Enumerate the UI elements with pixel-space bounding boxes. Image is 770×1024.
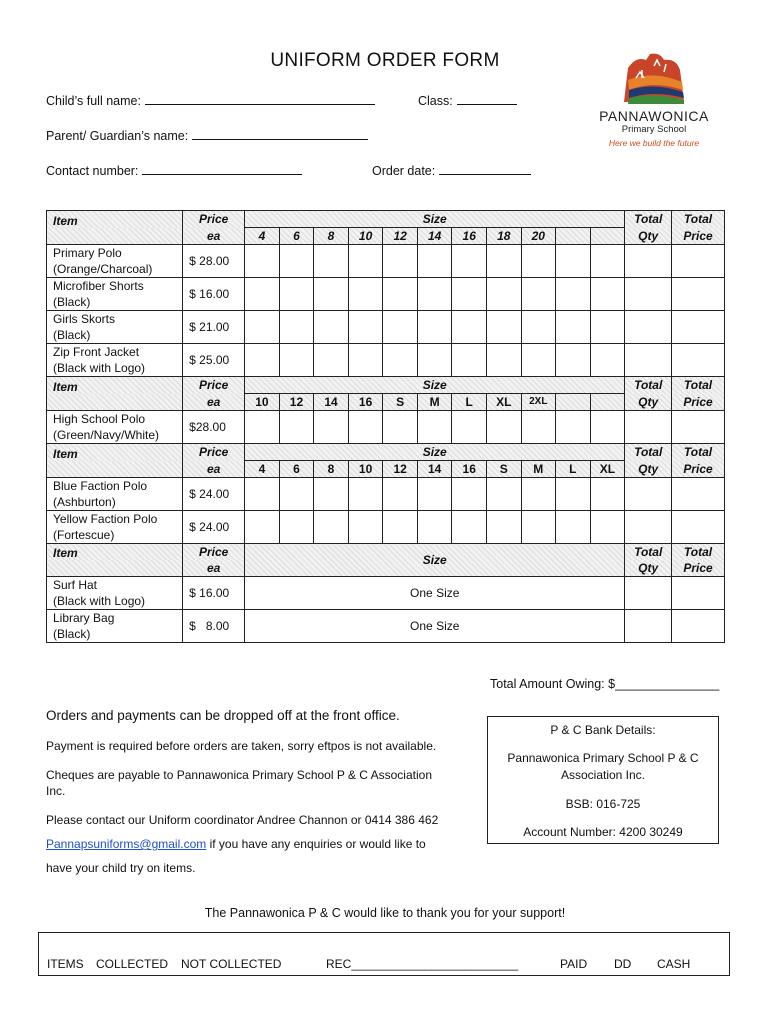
size-qty-cell[interactable] xyxy=(452,344,487,377)
size-qty-cell[interactable] xyxy=(590,344,625,377)
size-label: L xyxy=(556,461,591,478)
size-qty-cell[interactable] xyxy=(348,311,383,344)
ea-header: ea xyxy=(183,228,245,245)
bank-account-name-1: Pannawonica Primary School P & C xyxy=(507,751,699,765)
size-qty-cell[interactable] xyxy=(486,245,521,278)
size-qty-cell[interactable] xyxy=(245,311,280,344)
size-qty-cell[interactable] xyxy=(486,311,521,344)
item-header-spacer xyxy=(47,461,183,478)
total-qty-header: Total xyxy=(625,377,672,394)
size-qty-cell[interactable] xyxy=(245,278,280,311)
size-qty-cell[interactable] xyxy=(452,511,487,544)
contact-note: Please contact our Uniform coordinator Andree Channon or 0414 386 462 xyxy=(46,813,439,827)
total-qty-cell[interactable] xyxy=(625,278,672,311)
size-qty-cell[interactable] xyxy=(521,311,556,344)
item-name: Yellow Faction Polo (Fortescue) xyxy=(47,511,183,544)
size-qty-cell[interactable] xyxy=(245,344,280,377)
qty-header: Qty xyxy=(625,228,672,245)
size-qty-cell[interactable] xyxy=(314,478,349,511)
item-header: Item xyxy=(47,377,183,394)
section1-header-top xyxy=(47,211,725,228)
order-date-line[interactable] xyxy=(439,162,531,175)
price-sub-header: Price xyxy=(672,228,725,245)
size-qty-cell[interactable] xyxy=(521,411,556,444)
size-label xyxy=(556,394,591,411)
item-price: $ 24.00 xyxy=(183,478,245,511)
guardian-label: Parent/ Guardian’s name: xyxy=(46,129,189,143)
logo-subtitle: Primary School xyxy=(621,124,687,135)
total-price-cell[interactable] xyxy=(672,311,725,344)
size-qty-cell[interactable] xyxy=(556,411,591,444)
size-qty-cell[interactable] xyxy=(279,245,314,278)
class-line[interactable] xyxy=(457,92,517,105)
size-qty-cell[interactable] xyxy=(486,511,521,544)
size-qty-cell[interactable] xyxy=(245,411,280,444)
size-qty-cell[interactable] xyxy=(417,344,452,377)
size-qty-cell[interactable] xyxy=(521,245,556,278)
item-name: Surf Hat (Black with Logo) xyxy=(47,577,183,610)
size-qty-cell[interactable] xyxy=(314,344,349,377)
size-label: XL xyxy=(486,394,521,411)
size-qty-cell[interactable] xyxy=(245,511,280,544)
form-title: UNIFORM ORDER FORM xyxy=(270,50,500,71)
office-cash[interactable]: CASH xyxy=(657,957,691,971)
table-row xyxy=(47,577,725,610)
size-qty-cell[interactable] xyxy=(417,411,452,444)
class-field[interactable] xyxy=(418,92,517,108)
enquiry-note xyxy=(46,836,426,852)
size-qty-cell[interactable] xyxy=(314,411,349,444)
total-price-header: Total xyxy=(672,211,725,228)
ea-header: ea xyxy=(183,394,245,411)
total-price-cell[interactable] xyxy=(672,478,725,511)
size-header: Size xyxy=(245,544,625,577)
size-qty-cell[interactable] xyxy=(279,411,314,444)
guardian-line[interactable] xyxy=(192,127,368,140)
total-qty-cell[interactable] xyxy=(625,245,672,278)
school-logo xyxy=(584,52,734,152)
size-label: 4 xyxy=(245,228,280,245)
enquiry-text: if you have any enquiries or would like to xyxy=(206,837,426,851)
try-on-note: have your child try on items. xyxy=(46,861,196,875)
size-label: 10 xyxy=(348,461,383,478)
logo-school-name: PANNAWONICA xyxy=(599,108,709,124)
office-use-box xyxy=(38,932,730,976)
size-label-blank xyxy=(590,228,625,245)
item-header-spacer xyxy=(47,394,183,411)
size-qty-cell[interactable] xyxy=(417,278,452,311)
size-qty-cell[interactable] xyxy=(245,245,280,278)
ea-header: ea xyxy=(183,560,245,577)
total-qty-header: Total xyxy=(625,444,672,461)
qty-header: Qty xyxy=(625,560,672,577)
size-label: 16 xyxy=(348,394,383,411)
item-price: $ 24.00 xyxy=(183,511,245,544)
size-qty-cell[interactable] xyxy=(521,344,556,377)
table-row xyxy=(47,411,725,444)
item-name: High School Polo (Green/Navy/White) xyxy=(47,411,183,444)
item-name: Microfiber Shorts (Black) xyxy=(47,278,183,311)
bank-account-number: Account Number: 4200 30249 xyxy=(523,825,683,839)
total-price-cell[interactable] xyxy=(672,610,725,643)
size-qty-cell[interactable] xyxy=(383,344,418,377)
item-header-spacer xyxy=(47,560,183,577)
table-row xyxy=(47,278,725,311)
size-qty-cell[interactable] xyxy=(383,511,418,544)
bank-account-name-2: Association Inc. xyxy=(560,768,646,782)
contact-field[interactable] xyxy=(46,162,302,178)
size-label: M xyxy=(417,394,452,411)
size-qty-cell[interactable] xyxy=(590,278,625,311)
size-qty-cell[interactable] xyxy=(452,411,487,444)
contact-label: Contact number: xyxy=(46,164,139,178)
price-sub-header: Price xyxy=(672,461,725,478)
size-qty-cell[interactable] xyxy=(383,245,418,278)
price-sub-header: Price xyxy=(672,394,725,411)
total-price-cell[interactable] xyxy=(672,278,725,311)
total-qty-cell[interactable] xyxy=(625,478,672,511)
total-qty-cell[interactable] xyxy=(625,344,672,377)
size-qty-cell[interactable] xyxy=(279,311,314,344)
total-price-cell[interactable] xyxy=(672,411,725,444)
total-qty-header: Total xyxy=(625,544,672,561)
size-label: 18 xyxy=(486,228,521,245)
total-price-cell[interactable] xyxy=(672,245,725,278)
item-name: Primary Polo (Orange/Charcoal) xyxy=(47,245,183,278)
bank-details-box xyxy=(487,716,719,844)
item-price: $ 25.00 xyxy=(183,344,245,377)
size-qty-cell[interactable] xyxy=(348,478,383,511)
size-label: M xyxy=(521,461,556,478)
dropoff-note: Orders and payments can be dropped off at the front office. xyxy=(46,708,400,723)
item-header-spacer xyxy=(47,228,183,245)
office-rec[interactable]: REC_________________________ xyxy=(326,957,519,971)
order-date-field[interactable] xyxy=(372,162,531,178)
bank-bsb: BSB: 016-725 xyxy=(565,797,641,811)
size-qty-cell[interactable] xyxy=(521,511,556,544)
size-label: 6 xyxy=(279,461,314,478)
item-name: Library Bag (Black) xyxy=(47,610,183,643)
cheques-note: Cheques are payable to Pannawonica Primary School P & C Association Inc. xyxy=(46,768,432,798)
size-label: 14 xyxy=(417,228,452,245)
total-qty-cell[interactable] xyxy=(625,411,672,444)
size-label: 14 xyxy=(314,394,349,411)
order-date-label: Order date: xyxy=(372,164,436,178)
item-header: Item xyxy=(47,444,183,461)
office-not-collected[interactable]: NOT COLLECTED xyxy=(181,957,282,971)
school-emblem-icon xyxy=(584,52,724,108)
size-qty-cell[interactable] xyxy=(314,278,349,311)
size-qty-cell[interactable] xyxy=(383,311,418,344)
office-dd[interactable]: DD xyxy=(614,957,632,971)
item-price: $ 16.00 xyxy=(183,577,245,610)
bank-title: P & C Bank Details: xyxy=(550,723,656,737)
size-qty-cell[interactable] xyxy=(452,245,487,278)
size-label: 16 xyxy=(452,461,487,478)
total-price-header: Total xyxy=(672,444,725,461)
size-qty-cell[interactable] xyxy=(417,311,452,344)
size-qty-cell[interactable] xyxy=(279,511,314,544)
item-price: $ 8.00 xyxy=(183,610,245,643)
size-label: 20 xyxy=(521,228,556,245)
size-qty-cell[interactable] xyxy=(348,411,383,444)
size-qty-cell[interactable] xyxy=(417,245,452,278)
size-qty-cell[interactable] xyxy=(314,511,349,544)
guardian-field[interactable] xyxy=(46,127,368,143)
size-qty-cell[interactable] xyxy=(486,478,521,511)
size-qty-cell[interactable] xyxy=(383,411,418,444)
order-table xyxy=(46,210,725,643)
size-label xyxy=(556,228,591,245)
table-row xyxy=(47,311,725,344)
child-name-field[interactable] xyxy=(46,92,375,108)
table-row xyxy=(47,511,725,544)
size-qty-cell[interactable] xyxy=(348,278,383,311)
size-qty-cell[interactable] xyxy=(486,344,521,377)
total-qty-cell[interactable] xyxy=(625,610,672,643)
price-header: Price xyxy=(183,544,245,561)
size-header: Size xyxy=(245,444,625,461)
price-header: Price xyxy=(183,377,245,394)
office-items: ITEMS xyxy=(47,957,84,971)
size-qty-cell[interactable] xyxy=(556,278,591,311)
size-qty-cell[interactable] xyxy=(590,478,625,511)
section3-header-bottom xyxy=(47,461,725,478)
section2-header-top xyxy=(47,377,725,394)
size-label: 16 xyxy=(452,228,487,245)
size-qty-cell[interactable] xyxy=(314,245,349,278)
size-qty-cell[interactable] xyxy=(590,511,625,544)
office-collected[interactable]: COLLECTED xyxy=(96,957,169,971)
total-price-header: Total xyxy=(672,377,725,394)
size-qty-cell[interactable] xyxy=(383,278,418,311)
contact-line[interactable] xyxy=(142,162,302,175)
email-link[interactable]: Pannapsuniforms@gmail.com xyxy=(46,837,207,851)
size-qty-cell[interactable] xyxy=(556,511,591,544)
total-qty-cell[interactable] xyxy=(625,311,672,344)
size-label: L xyxy=(452,394,487,411)
qty-header: Qty xyxy=(625,394,672,411)
size-qty-cell[interactable] xyxy=(279,478,314,511)
size-qty-cell[interactable] xyxy=(590,311,625,344)
one-size-cell[interactable]: One Size xyxy=(245,610,625,643)
size-label: 6 xyxy=(279,228,314,245)
ea-header: ea xyxy=(183,461,245,478)
size-qty-cell[interactable] xyxy=(590,411,625,444)
total-amount-owing[interactable]: Total Amount Owing: $_______________ xyxy=(490,677,720,691)
size-label: 10 xyxy=(245,394,280,411)
size-qty-cell[interactable] xyxy=(486,278,521,311)
size-label: 8 xyxy=(314,228,349,245)
total-price-cell[interactable] xyxy=(672,577,725,610)
size-label: S xyxy=(383,394,418,411)
item-price: $ 16.00 xyxy=(183,278,245,311)
total-qty-cell[interactable] xyxy=(625,511,672,544)
qty-header: Qty xyxy=(625,461,672,478)
size-qty-cell[interactable] xyxy=(279,344,314,377)
office-paid[interactable]: PAID xyxy=(560,957,588,971)
size-qty-cell[interactable] xyxy=(521,478,556,511)
class-label: Class: xyxy=(418,94,453,108)
size-qty-cell[interactable] xyxy=(556,245,591,278)
price-header: Price xyxy=(183,444,245,461)
child-name-line[interactable] xyxy=(145,92,375,105)
total-qty-cell[interactable] xyxy=(625,577,672,610)
thanks-message: The Pannawonica P & C would like to thank you for your support! xyxy=(204,906,566,920)
size-label: 14 xyxy=(417,461,452,478)
size-qty-cell[interactable] xyxy=(452,278,487,311)
section2-header-bottom xyxy=(47,394,725,411)
size-label: 8 xyxy=(314,461,349,478)
total-price-cell[interactable] xyxy=(672,344,725,377)
price-header: Price xyxy=(183,211,245,228)
payment-note: Payment is required before orders are taken, sorry eftpos is not available. xyxy=(46,739,437,753)
size-label: 10 xyxy=(348,228,383,245)
size-header: Size xyxy=(245,211,625,228)
size-qty-cell[interactable] xyxy=(556,311,591,344)
item-price: $ 21.00 xyxy=(183,311,245,344)
price-sub-header: Price xyxy=(672,560,725,577)
size-qty-cell[interactable] xyxy=(245,478,280,511)
table-row xyxy=(47,610,725,643)
size-label: 4 xyxy=(245,461,280,478)
size-qty-cell[interactable] xyxy=(383,478,418,511)
table-row xyxy=(47,478,725,511)
one-size-cell[interactable]: One Size xyxy=(245,577,625,610)
size-qty-cell[interactable] xyxy=(417,511,452,544)
size-label: 2XL xyxy=(521,394,556,411)
item-header: Item xyxy=(47,544,183,561)
logo-motto: Here we build the future xyxy=(608,138,700,148)
item-name: Girls Skorts (Black) xyxy=(47,311,183,344)
size-header: Size xyxy=(245,377,625,394)
item-header: Item xyxy=(47,211,183,228)
table-row xyxy=(47,245,725,278)
total-price-header: Total xyxy=(672,544,725,561)
size-qty-cell[interactable] xyxy=(452,311,487,344)
size-qty-cell[interactable] xyxy=(486,411,521,444)
child-name-label: Child’s full name: xyxy=(46,94,141,108)
size-label: 12 xyxy=(279,394,314,411)
item-name: Zip Front Jacket (Black with Logo) xyxy=(47,344,183,377)
size-qty-cell[interactable] xyxy=(348,511,383,544)
size-label: XL xyxy=(590,461,625,478)
size-qty-cell[interactable] xyxy=(590,245,625,278)
size-qty-cell[interactable] xyxy=(556,478,591,511)
size-qty-cell[interactable] xyxy=(521,278,556,311)
size-qty-cell[interactable] xyxy=(452,478,487,511)
size-label: S xyxy=(486,461,521,478)
total-qty-header: Total xyxy=(625,211,672,228)
size-label: 12 xyxy=(383,461,418,478)
size-qty-cell[interactable] xyxy=(348,344,383,377)
size-qty-cell[interactable] xyxy=(417,478,452,511)
size-label-blank xyxy=(590,394,625,411)
item-name: Blue Faction Polo (Ashburton) xyxy=(47,478,183,511)
size-qty-cell[interactable] xyxy=(348,245,383,278)
item-price: $ 28.00 xyxy=(183,245,245,278)
size-qty-cell[interactable] xyxy=(314,311,349,344)
table-row xyxy=(47,344,725,377)
item-price: $28.00 xyxy=(183,411,245,444)
section3-header-top xyxy=(47,444,725,461)
section4-header-top xyxy=(47,544,725,561)
section1-header-bottom xyxy=(47,228,725,245)
size-qty-cell[interactable] xyxy=(556,344,591,377)
size-label: 12 xyxy=(383,228,418,245)
size-qty-cell[interactable] xyxy=(279,278,314,311)
total-price-cell[interactable] xyxy=(672,511,725,544)
